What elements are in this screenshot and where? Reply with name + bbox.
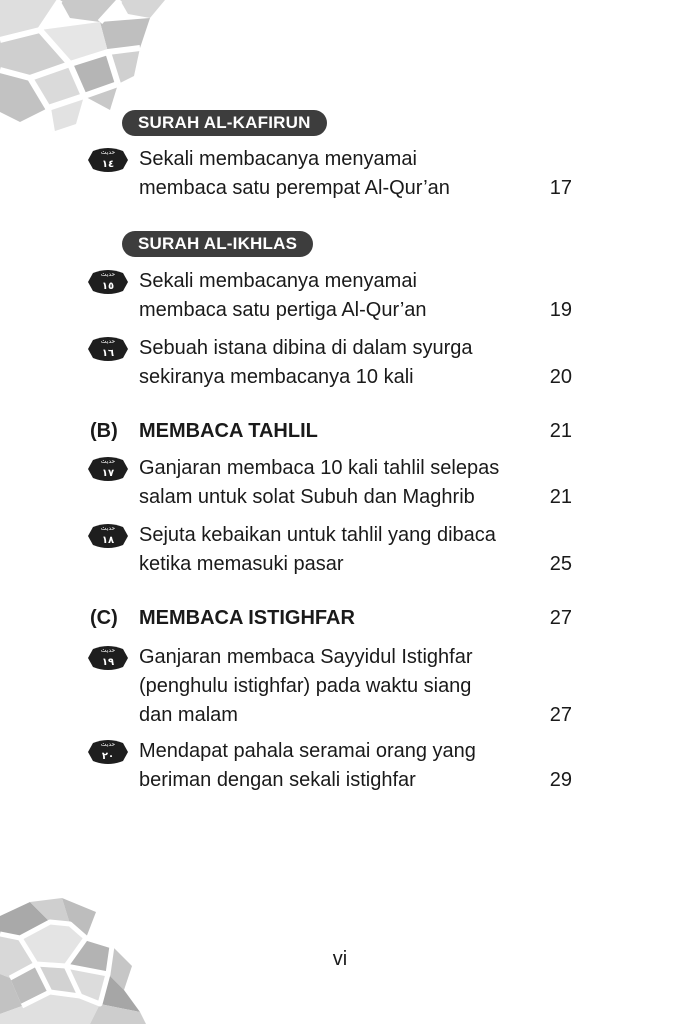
toc-entry-hadith-16[interactable] xyxy=(86,334,572,392)
section-label: (C) xyxy=(90,607,118,629)
svg-text:١٧: ١٧ xyxy=(101,468,115,479)
svg-text:حديث: حديث xyxy=(100,149,116,156)
svg-text:حديث: حديث xyxy=(100,338,116,345)
toc-entry-hadith-14[interactable] xyxy=(86,145,572,203)
hadith-number-badge xyxy=(86,521,130,551)
toc-entry-hadith-17[interactable] xyxy=(86,454,572,512)
toc-entry-hadith-19[interactable] xyxy=(86,643,572,730)
entry-title: Ganjaran membaca Sayyidul Istighfar (penghulu istighfar) pada waktu siang dan malam xyxy=(139,646,473,726)
svg-text:١٩: ١٩ xyxy=(101,657,115,668)
page-number-ref: 25 xyxy=(549,553,572,575)
section-title: MEMBACA TAHLIL xyxy=(139,420,318,442)
svg-text:١٨: ١٨ xyxy=(101,535,115,546)
svg-text:حديث: حديث xyxy=(100,741,116,748)
svg-text:حديث: حديث xyxy=(100,271,116,278)
section-label: (B) xyxy=(90,420,118,442)
toc-entry-hadith-18[interactable] xyxy=(86,521,572,579)
page-number-ref: 21 xyxy=(549,420,572,442)
entry-title: Sejuta kebaikan untuk tahlil yang dibaca ketika memasuki pasar xyxy=(139,524,496,575)
entry-title: Sekali membacanya menyamai membaca satu perempat Al-Qur’an xyxy=(139,148,450,199)
hadith-number-badge xyxy=(86,737,130,767)
svg-text:حديث: حديث xyxy=(100,647,116,654)
section-c-membaca-istighfar[interactable] xyxy=(90,603,572,633)
hadith-number-badge xyxy=(86,643,130,673)
footer-page-number: vi xyxy=(332,948,348,970)
page-number-ref: 19 xyxy=(549,299,572,321)
entry-title: Sekali membacanya menyamai membaca satu pertiga Al-Qur’an xyxy=(139,270,427,321)
page-number-ref: 20 xyxy=(549,366,572,388)
entry-title: Mendapat pahala seramai orang yang beriman dengan sekali istighfar xyxy=(139,740,476,791)
svg-text:حديث: حديث xyxy=(100,458,116,465)
toc-entry-hadith-15[interactable] xyxy=(86,267,572,325)
section-title: MEMBACA ISTIGHFAR xyxy=(139,607,355,629)
hadith-number-badge xyxy=(86,267,130,297)
toc-entry-hadith-20[interactable] xyxy=(86,737,572,795)
page-number-ref: 29 xyxy=(549,769,572,791)
hadith-number-badge xyxy=(86,454,130,484)
surah-ikhlas-heading: SURAH AL-IKHLAS xyxy=(122,231,313,257)
section-b-membaca-tahlil[interactable] xyxy=(90,416,572,446)
entry-title: Sebuah istana dibina di dalam syurga sekiranya membacanya 10 kali xyxy=(139,337,473,388)
surah-kafirun-heading: SURAH AL-KAFIRUN xyxy=(122,110,327,136)
page-number-ref: 21 xyxy=(549,486,572,508)
page-number-ref: 17 xyxy=(549,177,572,199)
svg-text:١٥: ١٥ xyxy=(101,281,115,292)
page-number-ref: 27 xyxy=(549,704,572,726)
svg-text:١٤: ١٤ xyxy=(101,159,115,170)
svg-text:١٦: ١٦ xyxy=(101,348,115,359)
entry-title: Ganjaran membaca 10 kali tahlil selepas salam untuk solat Subuh dan Maghrib xyxy=(139,457,500,508)
hadith-number-badge xyxy=(86,145,130,175)
hadith-number-badge xyxy=(86,334,130,364)
svg-text:٢٠: ٢٠ xyxy=(101,751,115,762)
svg-text:حديث: حديث xyxy=(100,525,116,532)
page-number-ref: 27 xyxy=(549,607,572,629)
